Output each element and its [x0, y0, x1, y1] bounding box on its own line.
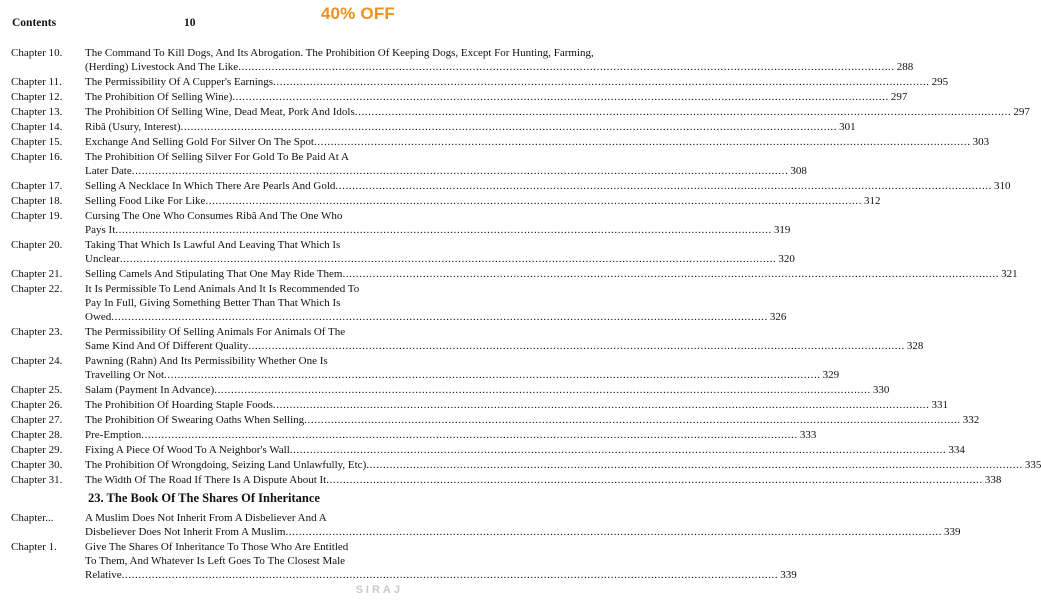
- page-ref: 333: [799, 429, 817, 441]
- page-ref: 326: [769, 311, 787, 323]
- chapter-number: Chapter 29.: [11, 444, 63, 456]
- chapter-title-line: The Command To Kill Dogs, And Its Abrogation. The Prohibition Of Keeping Dogs, Except For Hunting, Farming,: [85, 47, 594, 59]
- chapter-number: Chapter 31.: [11, 474, 63, 486]
- chapter-title: The Prohibition Of Selling Wine): [85, 91, 233, 103]
- page-ref: 303: [972, 136, 990, 148]
- page-ref: 297: [890, 91, 908, 103]
- toc-entry: [11, 194, 881, 208]
- chapter-title: Later Date: [85, 165, 132, 177]
- page-ref: 339: [780, 569, 797, 581]
- chapter-title: The Prohibition Of Selling Wine, Dead Meat, Pork And Idols: [85, 106, 355, 118]
- chapter-title: Same Kind And Of Different Quality: [85, 340, 249, 352]
- toc-entry: [11, 135, 990, 149]
- chapter-number: Chapter 16.: [11, 151, 63, 163]
- toc-entry: [11, 428, 817, 442]
- chapter-title-line: To Them, And Whatever Is Left Goes To The Closest Male: [85, 555, 346, 567]
- dot-leader: [120, 252, 777, 266]
- chapter-number: Chapter 14.: [11, 121, 63, 133]
- discount-label: 40% OFF: [320, 4, 395, 23]
- page-ref: 295: [931, 76, 949, 88]
- chapter-title: The Permissibility Of A Cupper's Earnings: [85, 76, 274, 88]
- chapter-title: Exchange And Selling Gold For Silver On The Spot: [85, 136, 314, 148]
- dot-leader: [290, 443, 947, 457]
- toc-entry: [11, 105, 1030, 119]
- toc-entry: [11, 90, 908, 104]
- dot-leader: [273, 75, 930, 89]
- chapter-title: Owed: [85, 311, 112, 323]
- chapter-number: Chapter 27.: [11, 414, 63, 426]
- chapter-number: Chapter 17.: [11, 180, 63, 192]
- chapter-number: Chapter 24.: [11, 355, 63, 367]
- chapter-title-line: The Prohibition Of Selling Silver For Gold To Be Paid At A: [85, 151, 349, 163]
- chapter-title: Relative: [85, 569, 122, 581]
- page-ref: 310: [994, 180, 1011, 192]
- page-ref: 288: [896, 61, 914, 73]
- chapter-number: Chapter...: [11, 512, 54, 524]
- chapter-number: Chapter 10.: [11, 47, 63, 59]
- chapter-number: Chapter 28.: [11, 429, 63, 441]
- page-number: 10: [184, 17, 196, 29]
- dot-leader: [248, 339, 905, 353]
- toc-entry: [11, 398, 949, 412]
- chapter-title: The Width Of The Road If There Is A Dispute About It: [85, 474, 327, 486]
- dot-leader: [326, 473, 983, 487]
- chapter-title-line: Pay In Full, Giving Something Better Than That Which Is: [85, 297, 341, 309]
- chapter-number: Chapter 23.: [11, 326, 63, 338]
- chapter-title: Travelling Or Not: [85, 369, 165, 381]
- chapter-title-line: Taking That Which Is Lawful And Leaving That Which Is: [85, 239, 341, 251]
- page-ref: 308: [790, 165, 807, 177]
- toc-entry: [11, 325, 924, 353]
- chapter-title: Salam (Payment In Advance): [85, 384, 215, 396]
- dot-leader: [285, 525, 942, 539]
- chapter-title: (Herding) Livestock And The Like: [85, 61, 239, 73]
- dot-leader: [205, 194, 862, 208]
- toc-entry: [11, 282, 787, 324]
- dot-leader: [342, 267, 999, 281]
- running-head: Contents: [12, 17, 57, 29]
- chapter-title-line: Cursing The One Who Consumes Ribâ And The One Who: [85, 210, 343, 222]
- dot-leader: [273, 398, 930, 412]
- chapter-title: Pre-Emption: [85, 429, 142, 441]
- page-ref: 301: [839, 121, 856, 133]
- toc-entry: [11, 209, 791, 237]
- page-ref: 331: [931, 399, 949, 411]
- chapter-title: Ribâ (Usury, Interest): [85, 121, 181, 133]
- chapter-title-line: Pawning (Rahn) And Its Permissibility Whether One Is: [85, 355, 328, 367]
- page-ref: 329: [822, 369, 840, 381]
- dot-leader: [115, 223, 772, 237]
- chapter-title: The Prohibition Of Wrongdoing, Seizing Land Unlawfully, Etc): [85, 459, 367, 471]
- chapter-title-line: Give The Shares Of Inheritance To Those Who Are Entitled: [85, 541, 349, 553]
- toc-entry: [11, 458, 1041, 472]
- toc-entry: [11, 75, 949, 89]
- page-ref: 297: [1013, 106, 1030, 118]
- toc-entry: [11, 150, 807, 178]
- page-ref: 338: [984, 474, 1002, 486]
- discount-badge: [289, 0, 409, 34]
- toc-entry: [11, 383, 890, 397]
- dot-leader: [314, 135, 971, 149]
- dot-leader: [111, 310, 768, 324]
- page-header: [6, 17, 336, 33]
- chapter-number: Chapter 20.: [11, 239, 63, 251]
- chapter-title: Disbeliever Does Not Inherit From A Muslim: [85, 526, 286, 538]
- dot-leader: [214, 383, 871, 397]
- toc-entry: [11, 443, 965, 457]
- dot-leader: [304, 413, 961, 427]
- chapter-number: Chapter 11.: [11, 76, 62, 88]
- chapter-title: Unclear: [85, 253, 120, 265]
- chapter-number: Chapter 1.: [11, 541, 57, 553]
- chapter-number: Chapter 15.: [11, 136, 63, 148]
- toc-entry: [11, 413, 980, 427]
- chapter-number: Chapter 18.: [11, 195, 63, 207]
- dot-leader: [232, 90, 889, 104]
- page-ref: 339: [944, 526, 961, 538]
- dot-leader: [141, 428, 798, 442]
- dot-leader: [335, 179, 992, 193]
- toc-list-inheritance: [11, 511, 961, 583]
- chapter-number: Chapter 25.: [11, 384, 63, 396]
- chapter-number: Chapter 19.: [11, 210, 63, 222]
- chapter-number: Chapter 26.: [11, 399, 63, 411]
- chapter-title-line: A Muslim Does Not Inherit From A Disbeliever And A: [85, 512, 327, 524]
- toc-entry: [11, 511, 961, 539]
- chapter-number: Chapter 22.: [11, 283, 63, 295]
- toc-entry: [11, 354, 840, 382]
- toc-entry: [11, 46, 914, 74]
- page-ref: 321: [1001, 268, 1018, 280]
- chapter-number: Chapter 21.: [11, 268, 63, 280]
- dot-leader: [355, 105, 1012, 119]
- toc-entry: [11, 473, 1002, 487]
- publisher-watermark: SIRAJ: [355, 584, 403, 596]
- toc-entry: [11, 238, 795, 266]
- chapter-title-line: The Permissibility Of Selling Animals For Animals Of The: [85, 326, 346, 338]
- page-ref: 332: [962, 414, 980, 426]
- chapter-title-line: It Is Permissible To Lend Animals And It Is Recommended To: [85, 283, 360, 295]
- page-ref: 312: [864, 195, 881, 207]
- page-ref: 320: [778, 253, 795, 265]
- toc-entry: [11, 179, 1011, 193]
- dot-leader: [122, 568, 779, 582]
- page-ref: 328: [906, 340, 924, 352]
- page-ref: 335: [1024, 459, 1041, 471]
- page-ref: 334: [948, 444, 965, 456]
- toc-entry: [11, 120, 856, 134]
- page-ref: 319: [773, 224, 791, 236]
- dot-leader: [132, 164, 789, 178]
- chapter-title: Selling Food Like For Like: [85, 195, 206, 207]
- chapter-title: Selling A Necklace In Which There Are Pearls And Gold: [85, 180, 336, 192]
- dot-leader: [238, 60, 895, 74]
- chapter-number: Chapter 30.: [11, 459, 63, 471]
- chapter-title: Fixing A Piece Of Wood To A Neighbor's Wall: [85, 444, 290, 456]
- chapter-number: Chapter 12.: [11, 91, 63, 103]
- chapter-title: The Prohibition Of Swearing Oaths When Selling: [85, 414, 305, 426]
- chapter-title: The Prohibition Of Hoarding Staple Foods: [85, 399, 273, 411]
- chapter-title: Pays It: [85, 224, 116, 236]
- toc-entry: [11, 540, 797, 582]
- toc-list: [11, 46, 1041, 488]
- chapter-title: Selling Camels And Stipulating That One May Ride Them: [85, 268, 343, 280]
- dot-leader: [164, 368, 821, 382]
- dot-leader: [181, 120, 838, 134]
- toc-entry: [11, 267, 1018, 281]
- dot-leader: [366, 458, 1023, 472]
- chapter-number: Chapter 13.: [11, 106, 63, 118]
- book-heading: 23. The Book Of The Shares Of Inheritance: [88, 491, 320, 505]
- page-ref: 330: [872, 384, 890, 396]
